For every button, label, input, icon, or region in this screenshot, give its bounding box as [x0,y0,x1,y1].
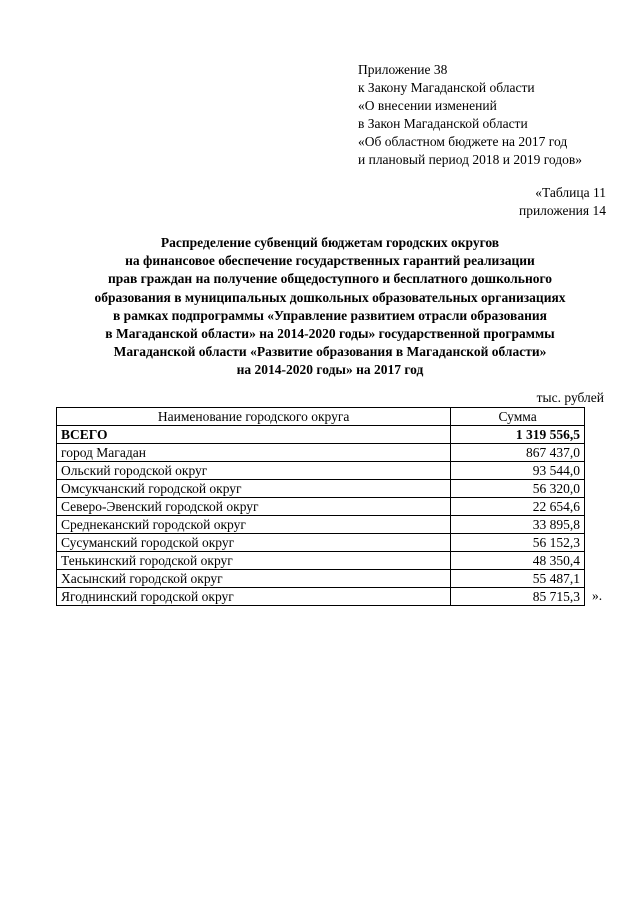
district-name: Тенькинский городской округ [57,552,451,570]
subventions-table [56,407,585,606]
table-reference-line: приложения 14 [518,203,606,218]
table-row [57,516,585,534]
appendix-header [358,61,582,169]
total-row [57,426,585,444]
table-row [57,444,585,462]
table-reference [519,184,606,220]
closing-quote: ». [592,588,603,603]
appendix-line: «Об областном бюджете на 2017 год [358,134,568,149]
appendix-line: к Закону Магаданской области [358,80,535,95]
district-sum: 55 487,1 [451,570,585,588]
district-sum: 22 654,6 [451,498,585,516]
title-line: Магаданской области «Развитие образования в Магаданской области» [113,344,547,360]
document-title [40,234,620,380]
district-sum: 33 895,8 [451,516,585,534]
title-line: Распределение субвенций бюджетам городских округов [160,235,500,250]
units-label: тыс. рублей [536,390,604,405]
district-sum: 867 437,0 [451,444,585,462]
district-sum: 56 320,0 [451,480,585,498]
table-row [57,498,585,516]
district-sum: 93 544,0 [451,462,585,480]
title-line: в Магаданской области» на 2014-2020 годы» государственной программы [105,325,555,341]
header-name: Наименование городского округа [57,408,451,426]
title-line: на 2014-2020 годы» на 2017 год [236,362,424,378]
district-sum: 56 152,3 [451,534,585,552]
appendix-line: Приложение 38 [358,62,448,77]
appendix-line: «О внесении изменений [358,98,497,113]
district-name: город Магадан [57,444,451,462]
district-name: Северо-Эвенский городской округ [57,498,451,516]
table-row [57,570,585,588]
district-sum: 85 715,3 [451,588,585,606]
district-name: Ольский городской округ [57,462,451,480]
district-sum: 48 350,4 [451,552,585,570]
title-line: на финансовое обеспечение государственных гарантий реализации [125,253,535,269]
header-sum: Сумма [451,408,585,426]
title-line: прав граждан на получение общедоступного и бесплатного дошкольного [107,271,553,287]
district-name: Сусуманский городской округ [57,534,451,552]
table-header-row [57,408,585,426]
title-line: в рамках подпрограммы «Управление развитием отрасли образования [113,307,547,323]
table-row [57,462,585,480]
table-row [57,534,585,552]
table-reference-line: «Таблица 11 [535,185,606,200]
title-line: образования в муниципальных дошкольных образовательных организациях [94,289,566,305]
district-name: Хасынский городской округ [57,570,451,588]
total-label: ВСЕГО [57,426,451,444]
appendix-line: и плановый период 2018 и 2019 годов» [358,152,583,167]
table-row [57,480,585,498]
table-row [57,552,585,570]
total-sum: 1 319 556,5 [451,426,585,444]
appendix-line: в Закон Магаданской области [358,116,528,131]
district-name: Среднеканский городской округ [57,516,451,534]
district-name: Омсукчанский городской округ [57,480,451,498]
table-row [57,588,585,606]
district-name: Ягоднинский городской округ [57,588,451,606]
